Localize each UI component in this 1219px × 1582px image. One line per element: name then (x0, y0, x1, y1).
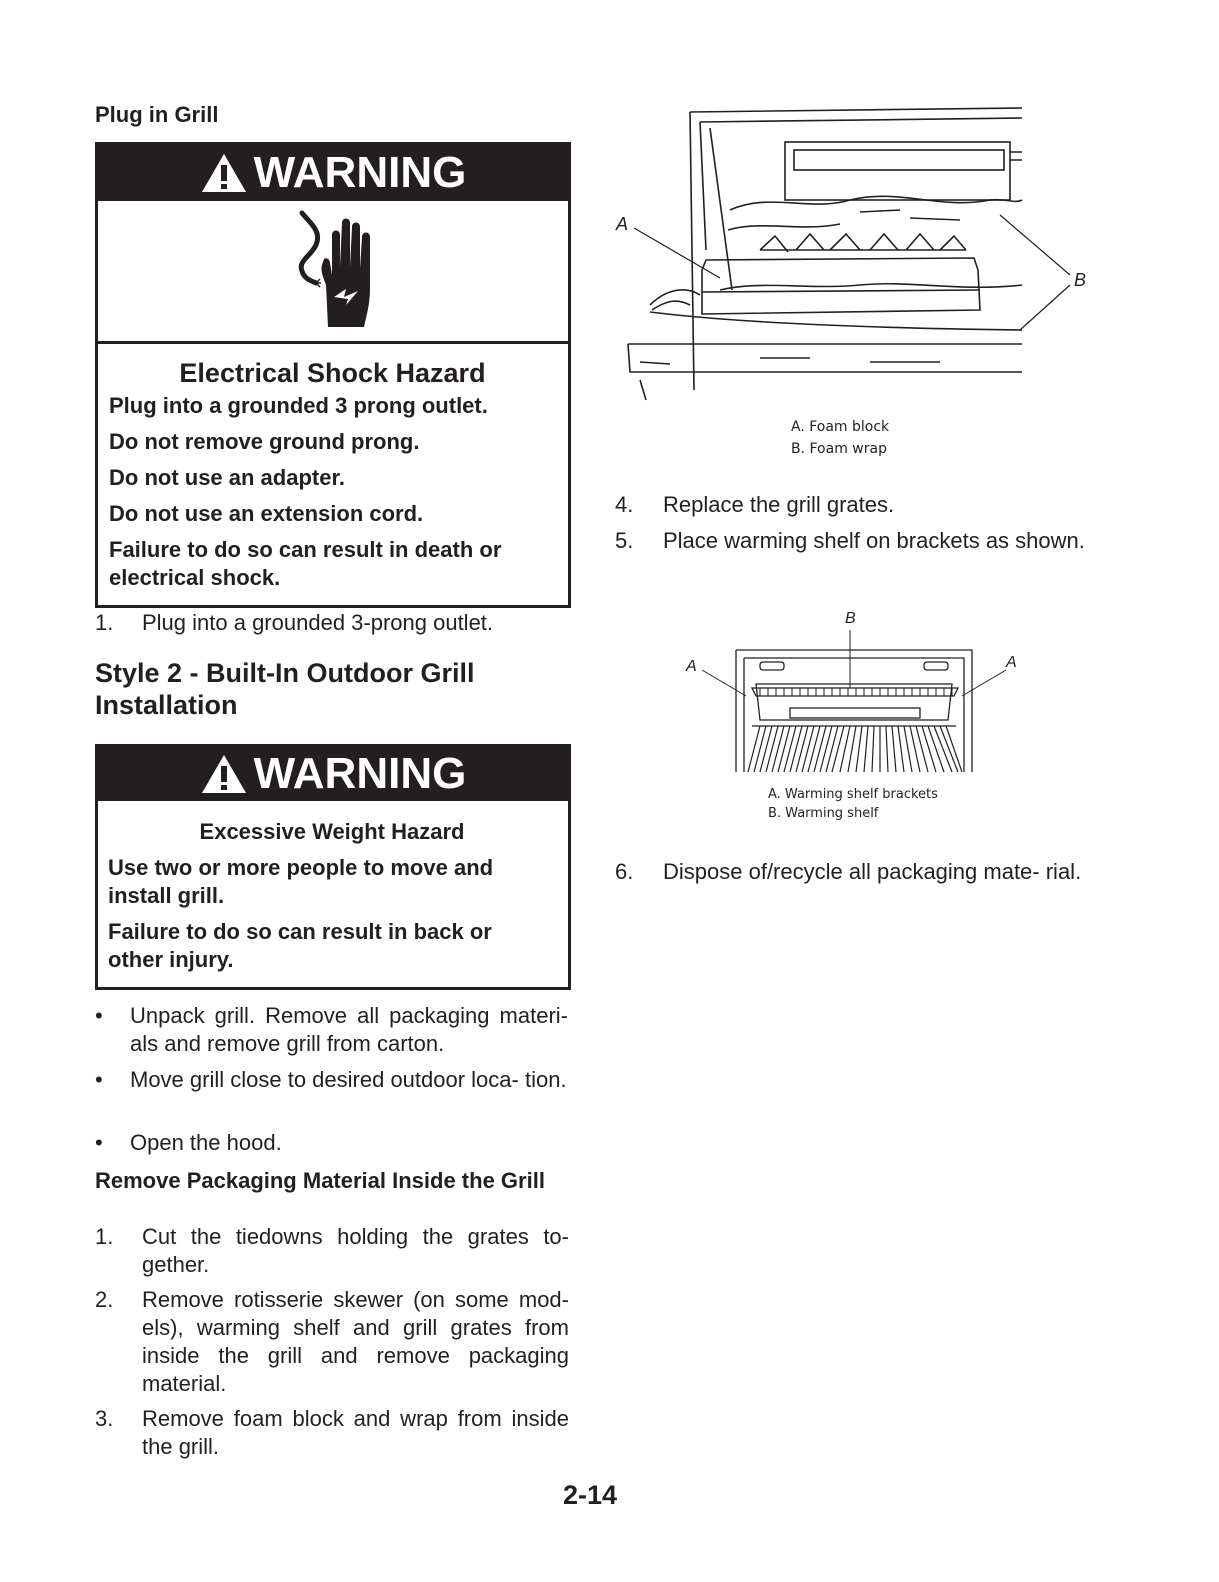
step-number: 5. (615, 528, 634, 553)
electrical-warning-box (95, 142, 571, 608)
figure2-label-a-left: A (686, 658, 697, 675)
bullet-item (95, 1002, 571, 1062)
warning-header (98, 747, 568, 801)
bullet-icon: • (95, 1130, 103, 1155)
plug-in-grill-heading: Plug in Grill (95, 102, 219, 127)
warning-line: Failure to do so can result in death or electrical shock. (109, 537, 502, 590)
warning-word: WARNING (253, 148, 467, 197)
figure1-caption-b: B. Foam wrap (791, 441, 887, 457)
bullet-text: Unpack grill. Remove all packaging materi- als and remove grill from carton. (130, 1003, 568, 1056)
step-6 (615, 858, 1089, 918)
shock-pictogram-area (98, 201, 568, 344)
step-text: Replace the grill grates. (663, 492, 895, 517)
figure1-label-a: A (616, 214, 629, 234)
step-number: 1. (95, 1224, 114, 1249)
warning-line: Failure to do so can result in back or other injury. (108, 919, 492, 972)
step-number: 4. (615, 492, 634, 517)
warning-triangle-icon (200, 753, 248, 795)
warning-word: WARNING (253, 749, 467, 798)
electrical-hazard-title: Electrical Shock Hazard (179, 358, 486, 388)
warming-shelf-figure (690, 630, 1020, 780)
bullet-text: Open the hood. (130, 1130, 282, 1155)
step-1 (95, 609, 571, 639)
step-text: Place warming shelf on brackets as shown. (663, 528, 1085, 553)
warning-line: Do not remove ground prong. (109, 429, 420, 454)
step-item (95, 1286, 569, 1401)
warning-header (98, 145, 568, 201)
step-number: 1. (95, 610, 114, 635)
bullet-item (95, 1129, 571, 1159)
figure2-label-a-right: A (1006, 654, 1017, 671)
step-number: 6. (615, 859, 634, 884)
style2-heading: Style 2 - Built-In Outdoor Grill Installation (95, 658, 475, 720)
step-number: 2. (95, 1287, 114, 1312)
step-item (95, 1223, 569, 1283)
warning-line: Do not use an extension cord. (109, 501, 424, 526)
step-text: Dispose of/recycle all packaging mate- rial. (663, 859, 1082, 884)
step-item (95, 1405, 569, 1465)
bullet-text: Move grill close to desired outdoor loca- tion. (130, 1067, 567, 1092)
step-text: Cut the tiedowns holding the grates to- gether. (142, 1224, 569, 1277)
warning-line: Do not use an adapter. (109, 465, 345, 490)
weight-hazard-title: Excessive Weight Hazard (199, 819, 465, 844)
warning-line: Use two or more people to move and install grill. (108, 855, 494, 908)
step-number: 3. (95, 1406, 114, 1431)
electric-shock-hand-icon (280, 209, 390, 329)
bullet-icon: • (95, 1067, 103, 1092)
figure2-caption-b: B. Warming shelf (768, 806, 879, 821)
warning-triangle-icon (200, 152, 248, 194)
step-text: Remove rotisserie skewer (on some mod- els), warming shelf and grill grates from inside the grill and remove packaging material. (142, 1287, 569, 1396)
step-text: Plug into a grounded 3-prong outlet. (142, 610, 494, 635)
figure2-label-b: B (845, 610, 856, 627)
page-number: 2-14 (563, 1480, 618, 1510)
weight-warning-box (95, 744, 571, 990)
bullet-icon: • (95, 1003, 103, 1028)
foam-block-figure (610, 100, 1100, 410)
figure1-caption-a: A. Foam block (791, 419, 890, 435)
remove-packaging-heading: Remove Packaging Material Inside the Grill (95, 1168, 545, 1193)
warning-line: Plug into a grounded 3 prong outlet. (109, 393, 488, 418)
figure2-caption-a: A. Warming shelf brackets (768, 787, 938, 802)
step-5 (615, 527, 1089, 587)
figure1-label-b: B (1074, 270, 1087, 290)
bullet-item (95, 1066, 571, 1126)
step-4 (615, 491, 1089, 521)
step-text: Remove foam block and wrap from inside the grill. (142, 1406, 569, 1459)
